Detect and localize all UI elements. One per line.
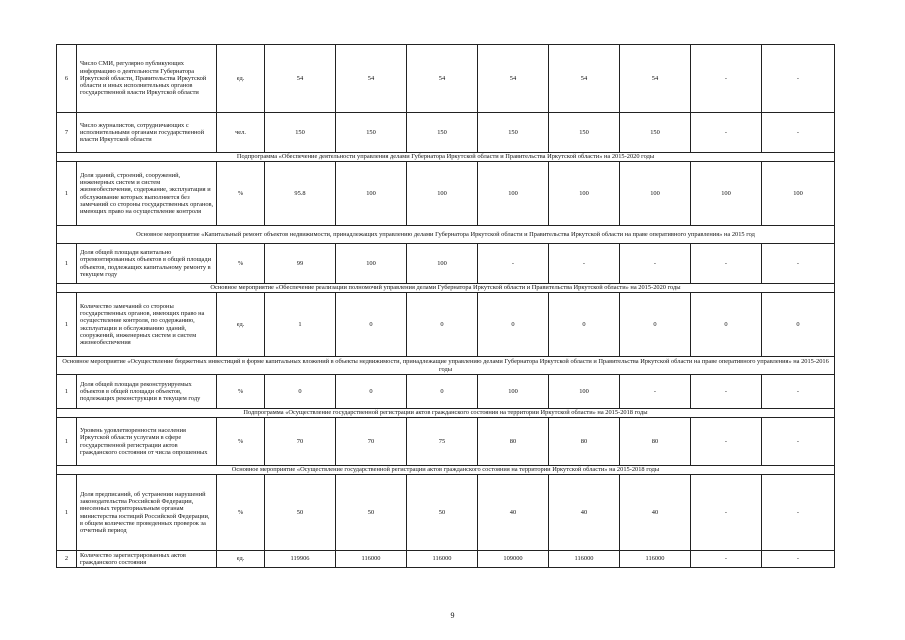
value-cell: 100 <box>691 162 762 226</box>
value-cell: 0 <box>620 293 691 357</box>
value-cell: 70 <box>336 418 407 466</box>
value-cell: 40 <box>478 475 549 551</box>
row-number: 2 <box>57 551 77 568</box>
indicator-name: Доля зданий, строений, сооружений, инженерных систем и систем жизнеобеспечения, содержание, эксплуатация и обслуживание которых выполняется без замечаний со стороны государственных органов, имеющих право на осуществление контроля <box>77 162 217 226</box>
value-cell: 150 <box>336 113 407 153</box>
value-cell: 100 <box>407 244 478 284</box>
value-cell: 54 <box>265 45 336 113</box>
table-row <box>57 293 835 357</box>
row-number: 1 <box>57 375 77 409</box>
value-cell: 0 <box>478 293 549 357</box>
unit-cell: % <box>217 244 265 284</box>
value-cell: - <box>691 113 762 153</box>
value-cell: 54 <box>336 45 407 113</box>
value-cell: - <box>549 244 620 284</box>
value-cell: 100 <box>478 375 549 409</box>
value-cell: - <box>478 244 549 284</box>
value-cell: 40 <box>549 475 620 551</box>
row-number: 1 <box>57 244 77 284</box>
value-cell: 119906 <box>265 551 336 568</box>
value-cell: 100 <box>549 375 620 409</box>
value-cell: 0 <box>691 293 762 357</box>
value-cell: - <box>691 475 762 551</box>
unit-cell: чел. <box>217 113 265 153</box>
unit-cell: % <box>217 475 265 551</box>
value-cell: 0 <box>407 293 478 357</box>
value-cell: - <box>691 244 762 284</box>
value-cell: - <box>762 45 835 113</box>
section-title: Основное мероприятие «Осуществление бюджетных инвестиций в форме капитальных вложений в объекты недвижимости, принадлежащие управлению делами Губернатора Иркутской области и Правительства Иркутской области на праве оперативного управления» на 2015-2016 годы <box>57 357 835 375</box>
section-header <box>57 226 835 244</box>
value-cell: - <box>762 475 835 551</box>
value-cell: - <box>762 551 835 568</box>
value-cell: - <box>620 244 691 284</box>
value-cell: 95.8 <box>265 162 336 226</box>
section-header <box>57 153 835 162</box>
row-number: 1 <box>57 418 77 466</box>
row-number: 1 <box>57 293 77 357</box>
table-row <box>57 375 835 409</box>
value-cell: 150 <box>407 113 478 153</box>
value-cell: 50 <box>336 475 407 551</box>
page-number: 9 <box>450 611 455 620</box>
value-cell: 0 <box>336 375 407 409</box>
indicator-name: Доля предписаний, об устранении нарушений законодательства Российской Федерации, внесенных территориальным органам министерства юстиций Российской Федерации, в общем количестве проведенных проверок за отчетный период <box>77 475 217 551</box>
value-cell: - <box>691 418 762 466</box>
table-row <box>57 475 835 551</box>
value-cell: 100 <box>407 162 478 226</box>
value-cell: - <box>691 45 762 113</box>
table-row <box>57 162 835 226</box>
row-number: 7 <box>57 113 77 153</box>
indicator-name: Доля общей площади реконструируемых объектов в общей площади объектов, подлежащих реконструкции в текущем году <box>77 375 217 409</box>
indicator-name: Уровень удовлетворенности населения Иркутской области услугами в сфере государственной регистрации актов гражданского состояния от числа опрошенных <box>77 418 217 466</box>
section-header <box>57 466 835 475</box>
value-cell: 80 <box>549 418 620 466</box>
value-cell: - <box>762 113 835 153</box>
unit-cell: % <box>217 162 265 226</box>
value-cell: 54 <box>549 45 620 113</box>
value-cell: - <box>762 244 835 284</box>
value-cell: 116000 <box>549 551 620 568</box>
value-cell: 116000 <box>620 551 691 568</box>
value-cell: 50 <box>407 475 478 551</box>
section-header <box>57 284 835 293</box>
value-cell: 80 <box>620 418 691 466</box>
section-title: Основное мероприятие «Осуществление государственной регистрации актов гражданского состояния на территории Иркутской области» на 2015-2018 годы <box>57 466 835 475</box>
value-cell: 54 <box>620 45 691 113</box>
value-cell: 54 <box>407 45 478 113</box>
value-cell: 100 <box>336 244 407 284</box>
value-cell: 0 <box>549 293 620 357</box>
value-cell: - <box>691 551 762 568</box>
unit-cell: % <box>217 375 265 409</box>
table-row <box>57 113 835 153</box>
table-row <box>57 45 835 113</box>
value-cell: 150 <box>478 113 549 153</box>
value-cell: 0 <box>407 375 478 409</box>
section-title: Основное мероприятие «Обеспечение реализации полномочий управления делами Губернатора Иркутской области и Правительства Иркутской области» на 2015-2020 годы <box>57 284 835 293</box>
value-cell: - <box>691 375 762 409</box>
value-cell: 99 <box>265 244 336 284</box>
value-cell: 150 <box>265 113 336 153</box>
section-header <box>57 409 835 418</box>
value-cell: 0 <box>336 293 407 357</box>
value-cell: 0 <box>265 375 336 409</box>
table-row <box>57 418 835 466</box>
unit-cell: % <box>217 418 265 466</box>
section-title: Подпрограмма «Обеспечение деятельности управления делами Губернатора Иркутской области и Правительства Иркутской области» на 2015-2020 годы <box>57 153 835 162</box>
value-cell: 100 <box>620 162 691 226</box>
row-number: 6 <box>57 45 77 113</box>
indicator-name: Количество зарегистрированных актов гражданского состояния <box>77 551 217 568</box>
value-cell: 116000 <box>336 551 407 568</box>
indicator-name: Число СМИ, регулярно публикующих информацию о деятельности Губернатора Иркутской области, Правительства Иркутской области и иных исполнительных органов государственной власти Иркутской области <box>77 45 217 113</box>
row-number: 1 <box>57 475 77 551</box>
section-title: Подпрограмма «Осуществление государственной регистрации актов гражданского состояния на территории Иркутской области» на 2015-2018 годы <box>57 409 835 418</box>
value-cell: 40 <box>620 475 691 551</box>
value-cell: - <box>762 375 835 409</box>
value-cell: 54 <box>478 45 549 113</box>
value-cell: 150 <box>620 113 691 153</box>
value-cell: 100 <box>336 162 407 226</box>
value-cell: 70 <box>265 418 336 466</box>
indicators-table <box>56 44 835 568</box>
row-number: 1 <box>57 162 77 226</box>
value-cell: 0 <box>762 293 835 357</box>
value-cell: 109000 <box>478 551 549 568</box>
value-cell: - <box>762 418 835 466</box>
value-cell: 75 <box>407 418 478 466</box>
indicator-name: Число журналистов, сотрудничающих с исполнительными органами государственной власти Иркутской области <box>77 113 217 153</box>
value-cell: 50 <box>265 475 336 551</box>
table-row <box>57 244 835 284</box>
value-cell: 116000 <box>407 551 478 568</box>
unit-cell: ед. <box>217 45 265 113</box>
section-header <box>57 357 835 375</box>
value-cell: - <box>620 375 691 409</box>
value-cell: 80 <box>478 418 549 466</box>
value-cell: 100 <box>549 162 620 226</box>
unit-cell: ед. <box>217 293 265 357</box>
unit-cell: ед. <box>217 551 265 568</box>
table-row <box>57 551 835 568</box>
value-cell: 100 <box>762 162 835 226</box>
section-title: Основное мероприятие «Капитальный ремонт объектов недвижимости, принадлежащих управлению делами Губернатора Иркутской области и Правительства Иркутской области на праве оперативного управления» на 2015 год <box>57 226 835 244</box>
value-cell: 1 <box>265 293 336 357</box>
value-cell: 100 <box>478 162 549 226</box>
value-cell: 150 <box>549 113 620 153</box>
indicator-name: Количество замечаний со стороны государственных органов, имеющих право на осуществление контроля, по содержанию, эксплуатации и обслуживанию зданий, сооружений, инженерных систем и систем жизнеобеспечения <box>77 293 217 357</box>
indicator-name: Доля общей площади капитально отремонтированных объектов в общей площади объектов, подлежащих капитальному ремонту в текущем году <box>77 244 217 284</box>
